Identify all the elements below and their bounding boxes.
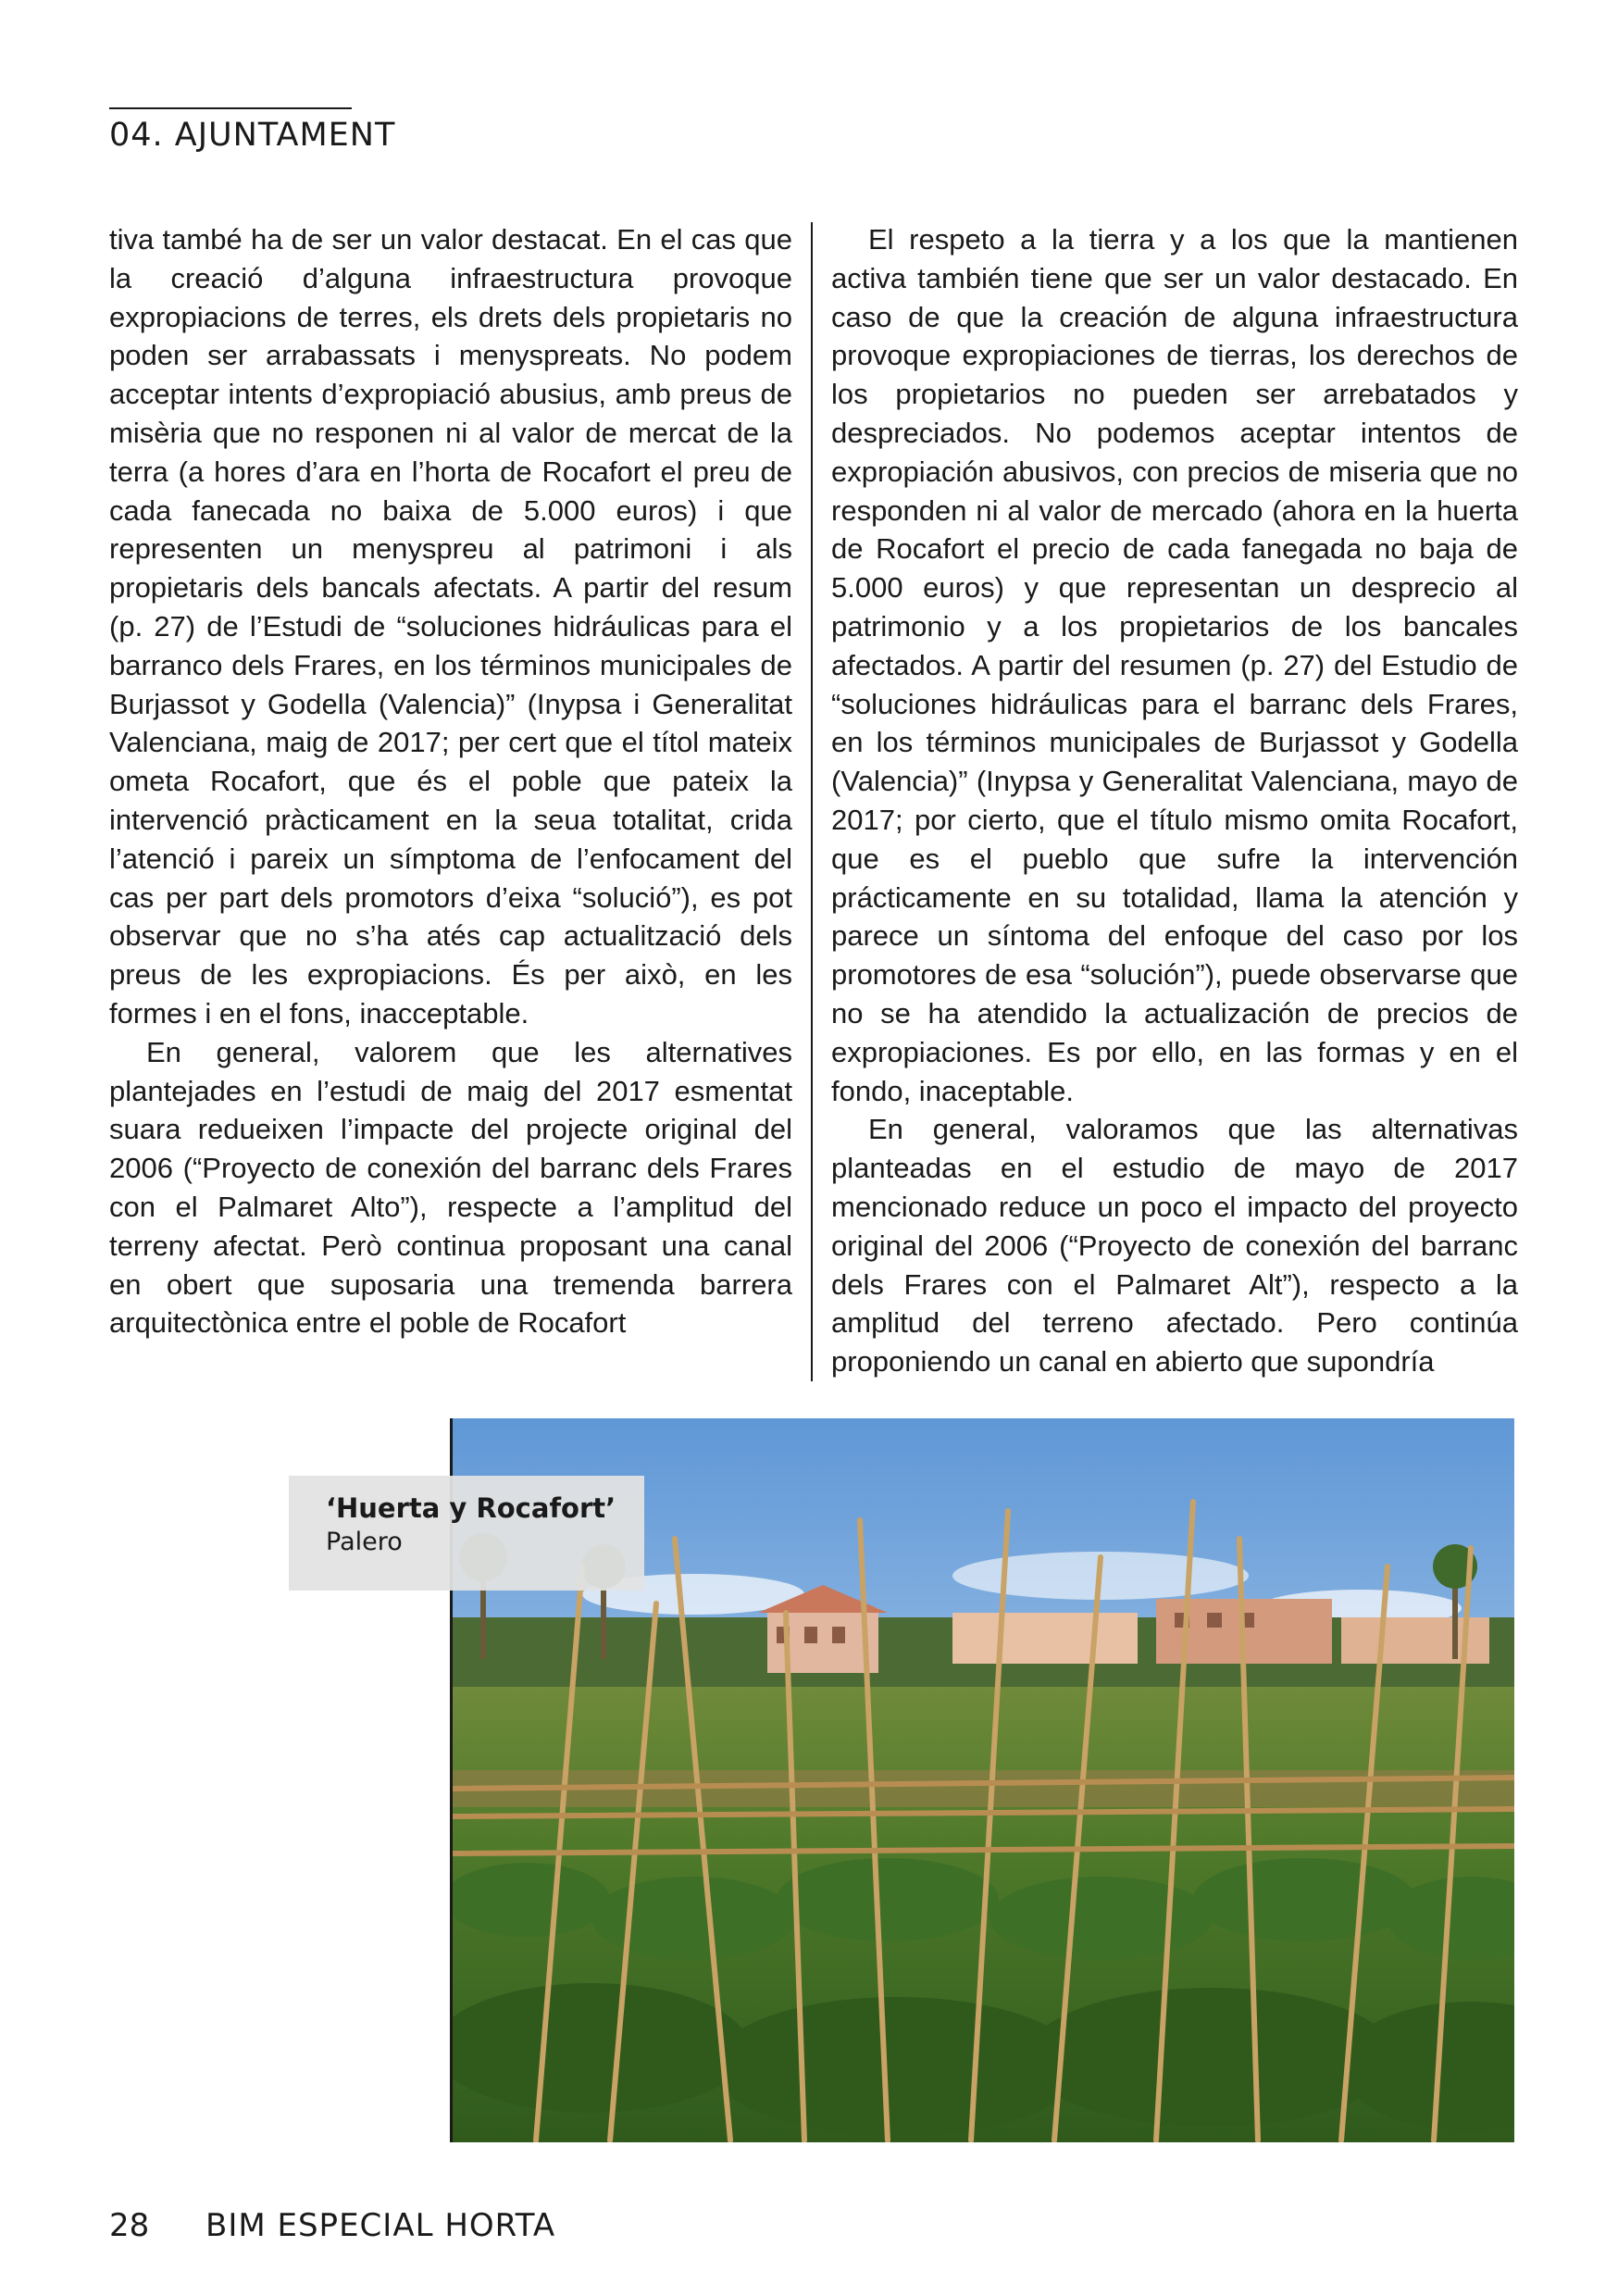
section-title: 04. AJUNTAMENT: [109, 117, 396, 154]
photo-caption-credit: Palero: [326, 1528, 403, 1556]
section-rule: [109, 107, 352, 109]
spanish-paragraph-1: El respeto a la tierra y a los que la mantienen activa también tiene que ser un valor destacado. En caso de que la creación de alguna infraestructura provoque expropiaciones de tierras, los derechos de los propietarios no pueden ser arrebatados y despreciados. No podemos aceptar intentos de expropiación abusivos, con precios de miseria que no responden ni al valor de mercado (ahora en la huerta de Rocafort el precio de cada fanegada no baja de 5.000 euros) y que representan un desprecio al patrimonio y a los propietarios de los bancales afectados. A partir del resumen (p. 27) del Estudio de “soluciones hidráulicas para el barranc dels Frares, en los términos municipales de Burjassot y Godella (Valencia)” (Inypsa y Generalitat Valenciana, mayo de 2017; por cierto, que el título mismo omita Rocafort, que es el pueblo que sufre la intervención prácticamente en su totalidad, llama la atención y parece un síntoma del enfoque del caso por los promotores de esa “solución”), puede observarse que no se ha atendido la actualización de precios de expropiaciones. Es por ello, en las formas y en el fondo, inaceptable.: [831, 223, 1518, 1107]
article-column-spanish: [831, 220, 1518, 1389]
page-number: 28: [109, 2207, 150, 2244]
photo-caption: [289, 1476, 644, 1591]
spanish-paragraph-2: En general, valoramos que las alternativas planteadas en el estudio de mayo de 2017 mencionado reduce un poco el impacto del proyecto original del 2006 (“Proyecto de conexión del barranc dels Frares con el Palmaret Alt”), respecto a la amplitud del terreno afectado. Pero continúa proponiendo un canal en abierto que supondría: [831, 1113, 1518, 1379]
column-divider: [811, 222, 813, 1381]
photo-caption-title: ‘Huerta y Rocafort’: [326, 1492, 616, 1524]
catalan-paragraph-1: tiva també ha de ser un valor destacat. En el cas que la creació d’alguna infraestructura provoque expropiacions de terres, els drets dels propietaris no poden ser arrabassats i menyspreats. No podem acceptar intents d’expropiació abusius, amb preus de misèria que no responen ni al valor de mercat de la terra (a hores d’ara en l’horta de Rocafort el preu de cada fanecada no baixa de 5.000 euros) i que representen un menyspreu al patrimoni i als propietaris dels bancals afectats. A partir del resum (p. 27) de l’Estudi de “soluciones hidráulicas para el barranco dels Frares, en los términos municipales de Burjassot y Godella (Valencia)” (Inypsa i Generalitat Valenciana, maig de 2017; per cert que el títol mateix ometa Rocafort, que és el poble que pateix la intervenció pràcticament en la seua totalitat, crida l’atenció i pareix un símptoma de l’enfocament del cas per part dels promotors d’eixa “solució”), es pot observar que no s’ha atés cap actualització dels preus de les expropiacions. És per això, en les formes i en el fons, inacceptable.: [109, 223, 792, 1029]
article-column-catalan: [109, 220, 792, 1389]
publication-title: BIM ESPECIAL HORTA: [205, 2207, 556, 2244]
catalan-paragraph-2: En general, valorem que les alternatives plantejades en l’estudi de maig del 2017 esmentat suara redueixen l’impacte del projecte original del 2006 (“Proyecto de conexión del barranc dels Frares con el Palmaret Alto”), respecte a l’amplitud del terreny afectat. Però continua proposant una canal en obert que suposaria una tremenda barrera arquitectònica entre el poble de Rocafort: [109, 1035, 792, 1340]
